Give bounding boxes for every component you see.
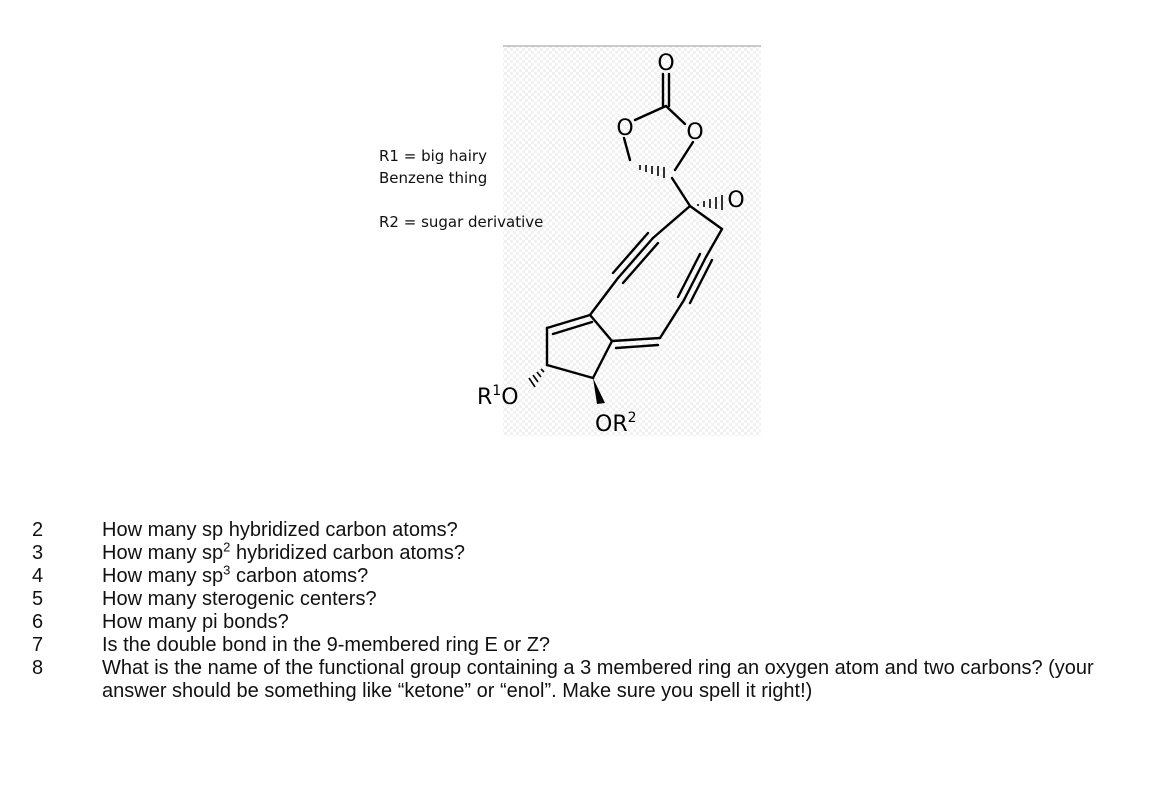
question-item [32, 588, 1132, 611]
r2-note: R2 = sugar derivative [379, 213, 544, 231]
question-number: 5 [32, 588, 44, 610]
image-background [503, 46, 761, 436]
r1-note-line1: R1 = big hairy [379, 147, 487, 165]
question-text: How many sterogenic centers? [102, 588, 377, 610]
atom-o-carbonyl: O [657, 51, 675, 76]
question-text: How many $sp^3$ carbon atoms? [102, 562, 369, 587]
question-number: 8 [32, 657, 44, 679]
question-list [32, 519, 1132, 703]
question-item [32, 519, 1132, 542]
r1-o-label: $R^1O$ [477, 383, 519, 410]
r1-note-line2: Benzene thing [379, 169, 488, 187]
atom-o-ring-left: O [616, 116, 634, 141]
atom-o-ring-right: O [686, 120, 704, 145]
question-number: 7 [32, 634, 44, 656]
atom-o-epoxide: O [727, 188, 745, 213]
question-text: Is the double bond in the 9-membered ring E or Z? [102, 634, 551, 656]
question-item [32, 634, 1132, 657]
question-number: 3 [32, 542, 44, 564]
question-number: 6 [32, 611, 44, 633]
question-item [32, 657, 1132, 703]
question-item [32, 562, 1132, 588]
question-text: How many $sp^2$ hybridized carbon atoms? [102, 539, 465, 564]
question-number: 2 [32, 519, 44, 541]
question-text: What is the name of the functional group containing a 3 membered ring an oxygen atom and two carbons? (your answer should be something like “ketone” or “enol”. Make sure you spell it right!) [102, 657, 1094, 702]
question-item [32, 611, 1132, 634]
question-text: How many sp hybridized carbon atoms? [102, 519, 458, 541]
question-text: How many pi bonds? [102, 611, 289, 633]
question-number: 4 [32, 565, 44, 587]
question-item [32, 539, 1132, 565]
or2-label: $OR^2$ [595, 410, 637, 437]
